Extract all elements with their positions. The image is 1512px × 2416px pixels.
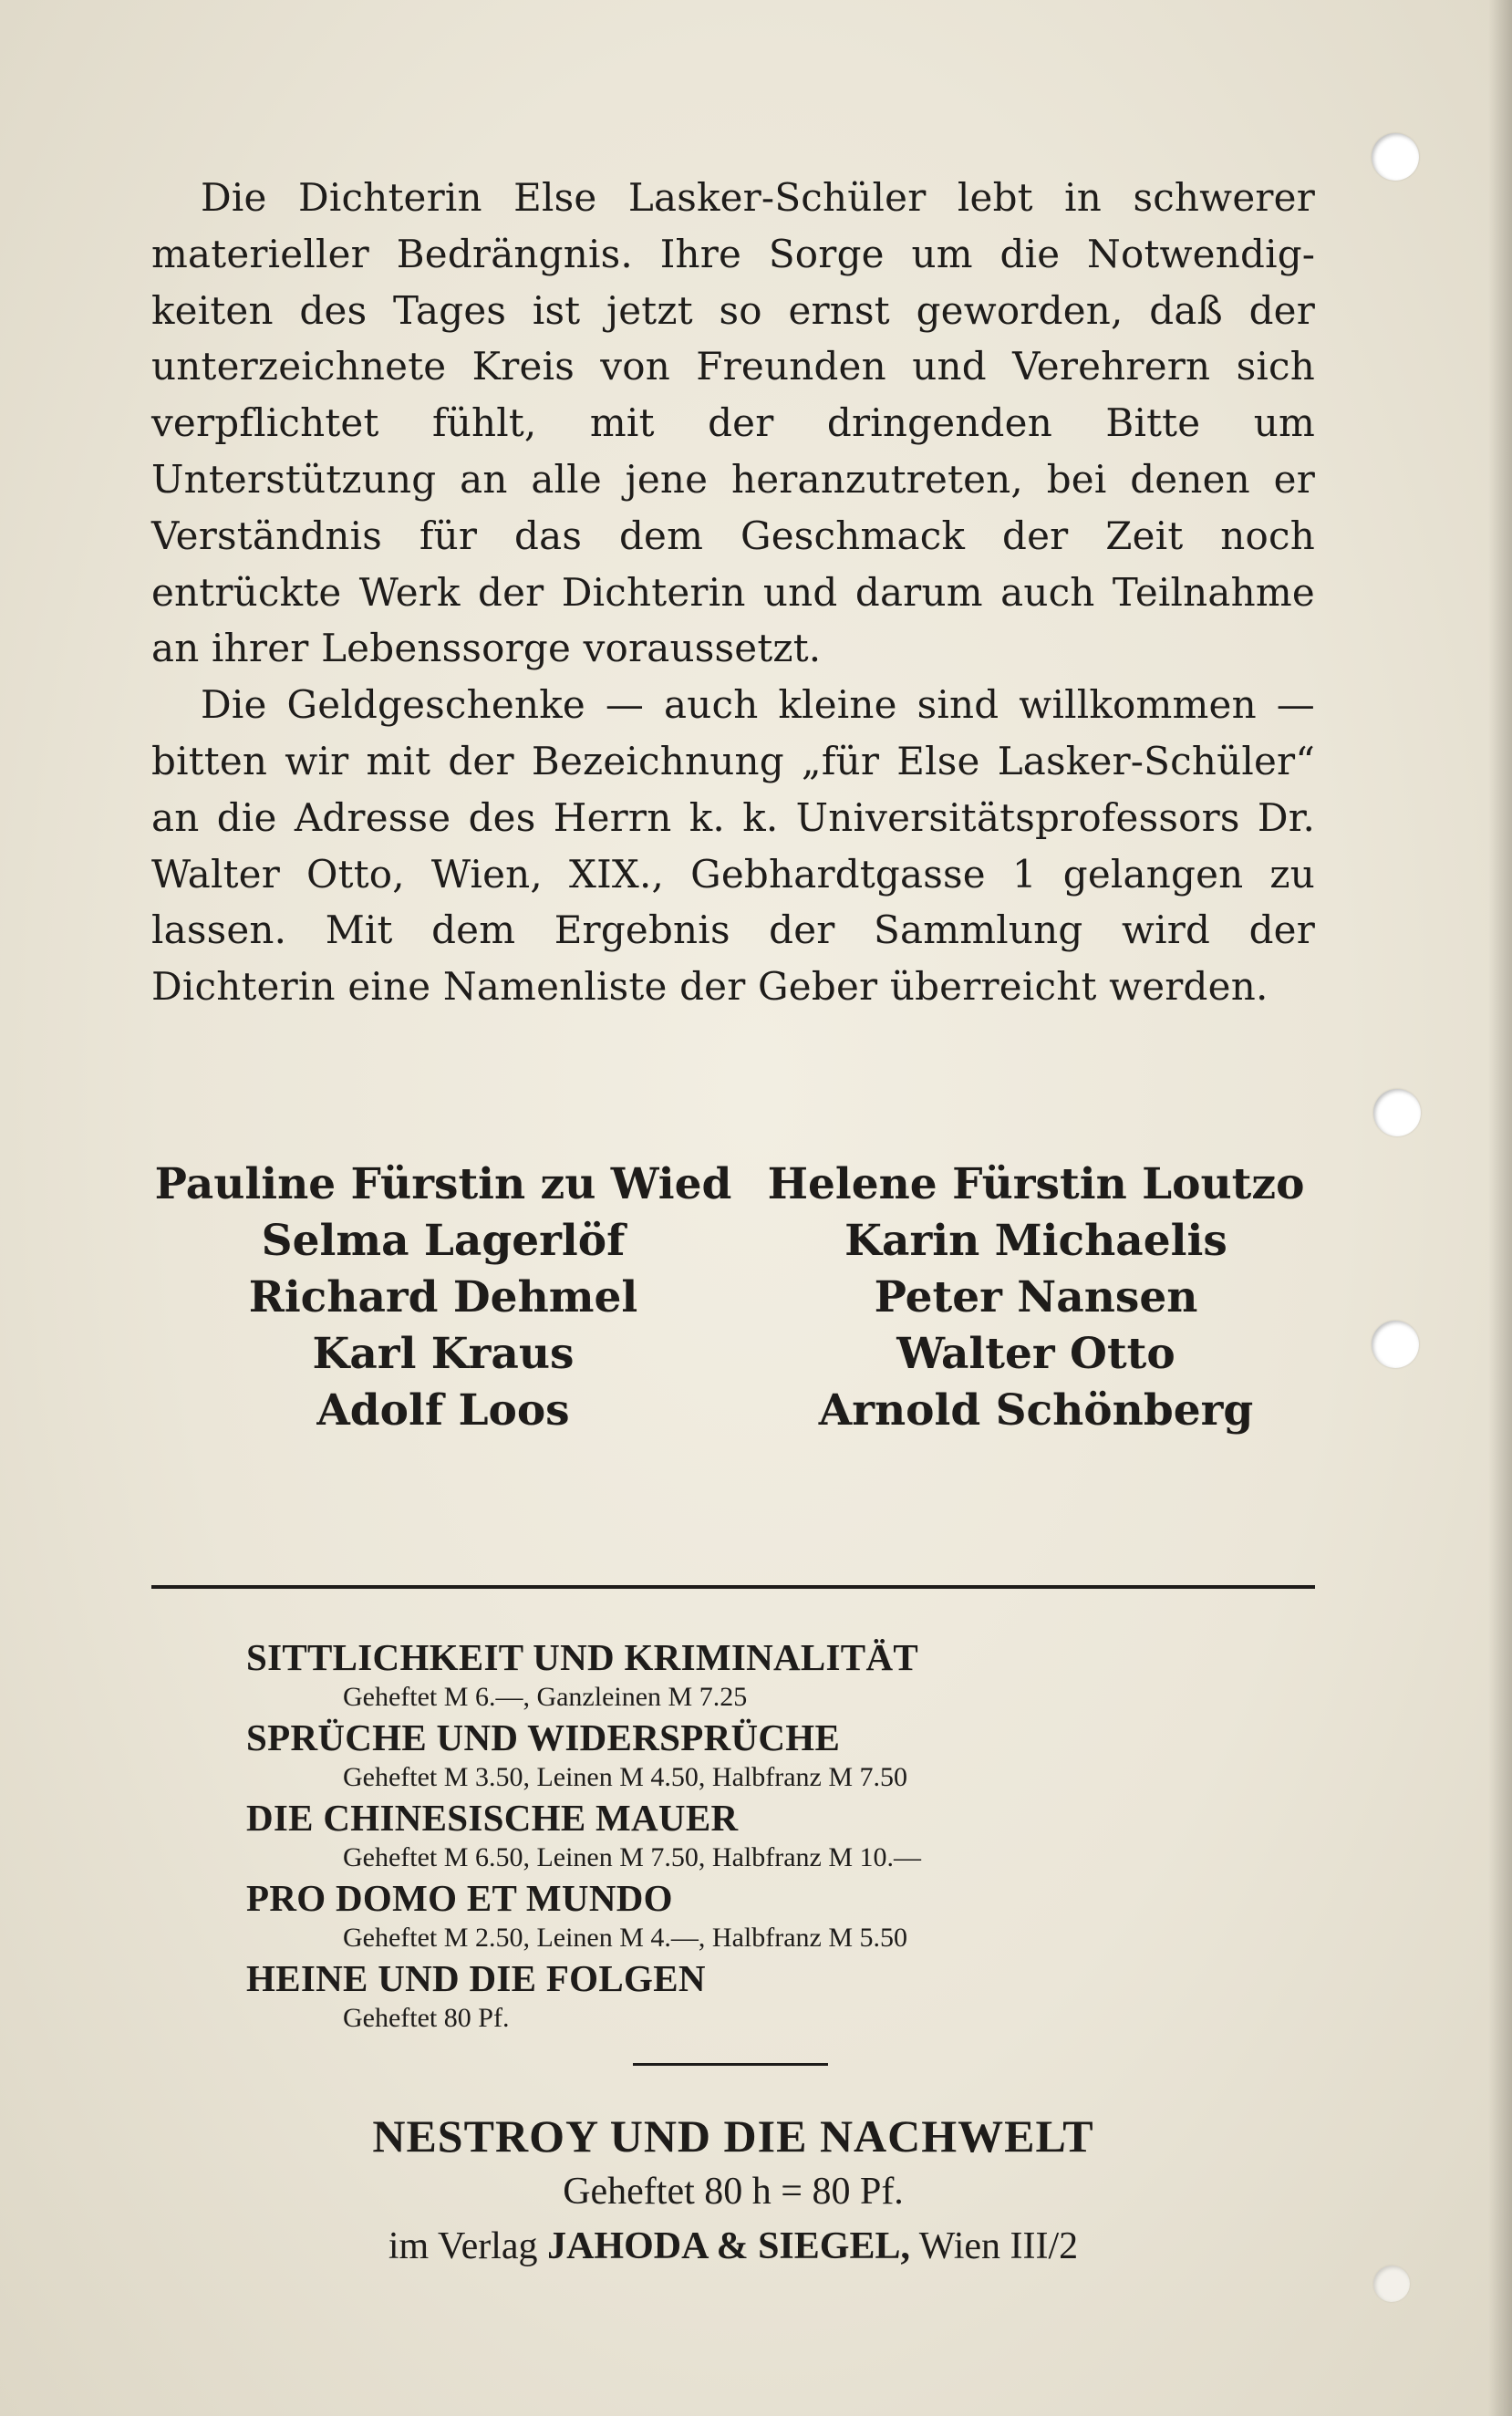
book-entry: [246, 1636, 1268, 1716]
book-entry: [246, 1877, 1268, 1957]
signatory-name: Peter Nansen: [874, 1272, 1198, 1322]
punch-hole-icon: [1373, 2266, 1410, 2302]
punch-hole-icon: [1372, 133, 1419, 181]
publisher-place: Wien III/2: [918, 2225, 1079, 2267]
appeal-text: [151, 170, 1315, 1015]
publication-price: Geheftet 80 h = 80 Pf.: [563, 2171, 904, 2213]
signatory-name: Adolf Loos: [316, 1385, 570, 1436]
book-title: SITTLICHKEIT UND KRIMINALITÄT: [246, 1636, 919, 1678]
book-price: Geheftet M 6.50, Leinen M 7.50, Halbfranz M 10.—: [343, 1842, 922, 1872]
book-title: DIE CHINESISCHE MAUER: [246, 1797, 739, 1839]
publication-notice: [151, 2107, 1315, 2275]
book-title: HEINE UND DIE FOLGEN: [246, 1957, 706, 1999]
book-entry: [246, 1716, 1268, 1797]
appeal-paragraph-2: Die Geldgeschenke — auch kleine sind willkommen — bitten wir mit der Bezeichnung „für Else Lasker-Schüler“ an die Adresse des Herrn k. k. Universitätsprofessors Dr. Walter Otto, Wien, XIX., Gebhardtgasse 1 gelangen zu lassen. Mit dem Ergebnis der Sammlung wird der Dichterin eine Namenliste der Geber überreicht werden.: [151, 682, 1315, 1010]
book-price: Geheftet M 6.—, Ganzleinen M 7.25: [343, 1682, 748, 1712]
signatory-name: Richard Dehmel: [248, 1272, 638, 1322]
punch-hole-icon: [1372, 1321, 1419, 1368]
page-edge-shadow: [1488, 0, 1512, 2416]
book-title: SPRÜCHE UND WIDERSPRÜCHE: [246, 1716, 841, 1758]
signatory-name: Karin Michaelis: [844, 1216, 1227, 1266]
signatories-left-column: [151, 1156, 735, 1439]
appeal-paragraph-1: Die Dichterin Else Lasker-Schüler lebt in schwerer materieller Bedrängnis. Ihre Sorge um die Notwendigkeiten des Tages ist jetzt so ernst geworden, daß der unterzeichnete Kreis von Freunden und Verehrern sich verpflichtet fühlt, mit der dringenden Bitte um Unterstützung an alle jene heranzutreten, bei denen er Verständnis für das dem Geschmack der Zeit noch entrückte Werk der Dichterin und darum auch Teilnahme an ihrer Lebenssorge voraussetzt.: [151, 175, 1315, 671]
signatory-name: Walter Otto: [896, 1329, 1175, 1379]
signatory-name: Pauline Fürstin zu Wied: [154, 1159, 732, 1209]
publication-publisher: [151, 2218, 1315, 2275]
signatory-name: Arnold Schönberg: [818, 1385, 1254, 1436]
book-price: Geheftet M 3.50, Leinen M 4.50, Halbfranz M 7.50: [343, 1762, 908, 1792]
book-price: Geheftet 80 Pf.: [343, 2003, 510, 2033]
publication-title: NESTROY UND DIE NACHWELT: [372, 2110, 1094, 2162]
publisher-name: JAHODA & SIEGEL,: [547, 2225, 910, 2267]
book-list: [246, 1636, 1268, 2038]
book-price: Geheftet M 2.50, Leinen M 4.—, Halbfranz M 5.50: [343, 1923, 908, 1953]
signatory-name: Karl Kraus: [312, 1329, 575, 1379]
book-title: PRO DOMO ET MUNDO: [246, 1877, 673, 1919]
signatory-name: Selma Lagerlöf: [261, 1216, 626, 1266]
punch-hole-icon: [1373, 1089, 1421, 1136]
signatories-right-column: [753, 1156, 1319, 1439]
book-entry: [246, 1957, 1268, 2038]
divider-rule: [151, 1585, 1315, 1589]
divider-rule-short: [633, 2063, 828, 2066]
publisher-prefix: im Verlag: [388, 2225, 538, 2267]
book-entry: [246, 1797, 1268, 1877]
signatory-name: Helene Fürstin Loutzo: [767, 1159, 1305, 1209]
